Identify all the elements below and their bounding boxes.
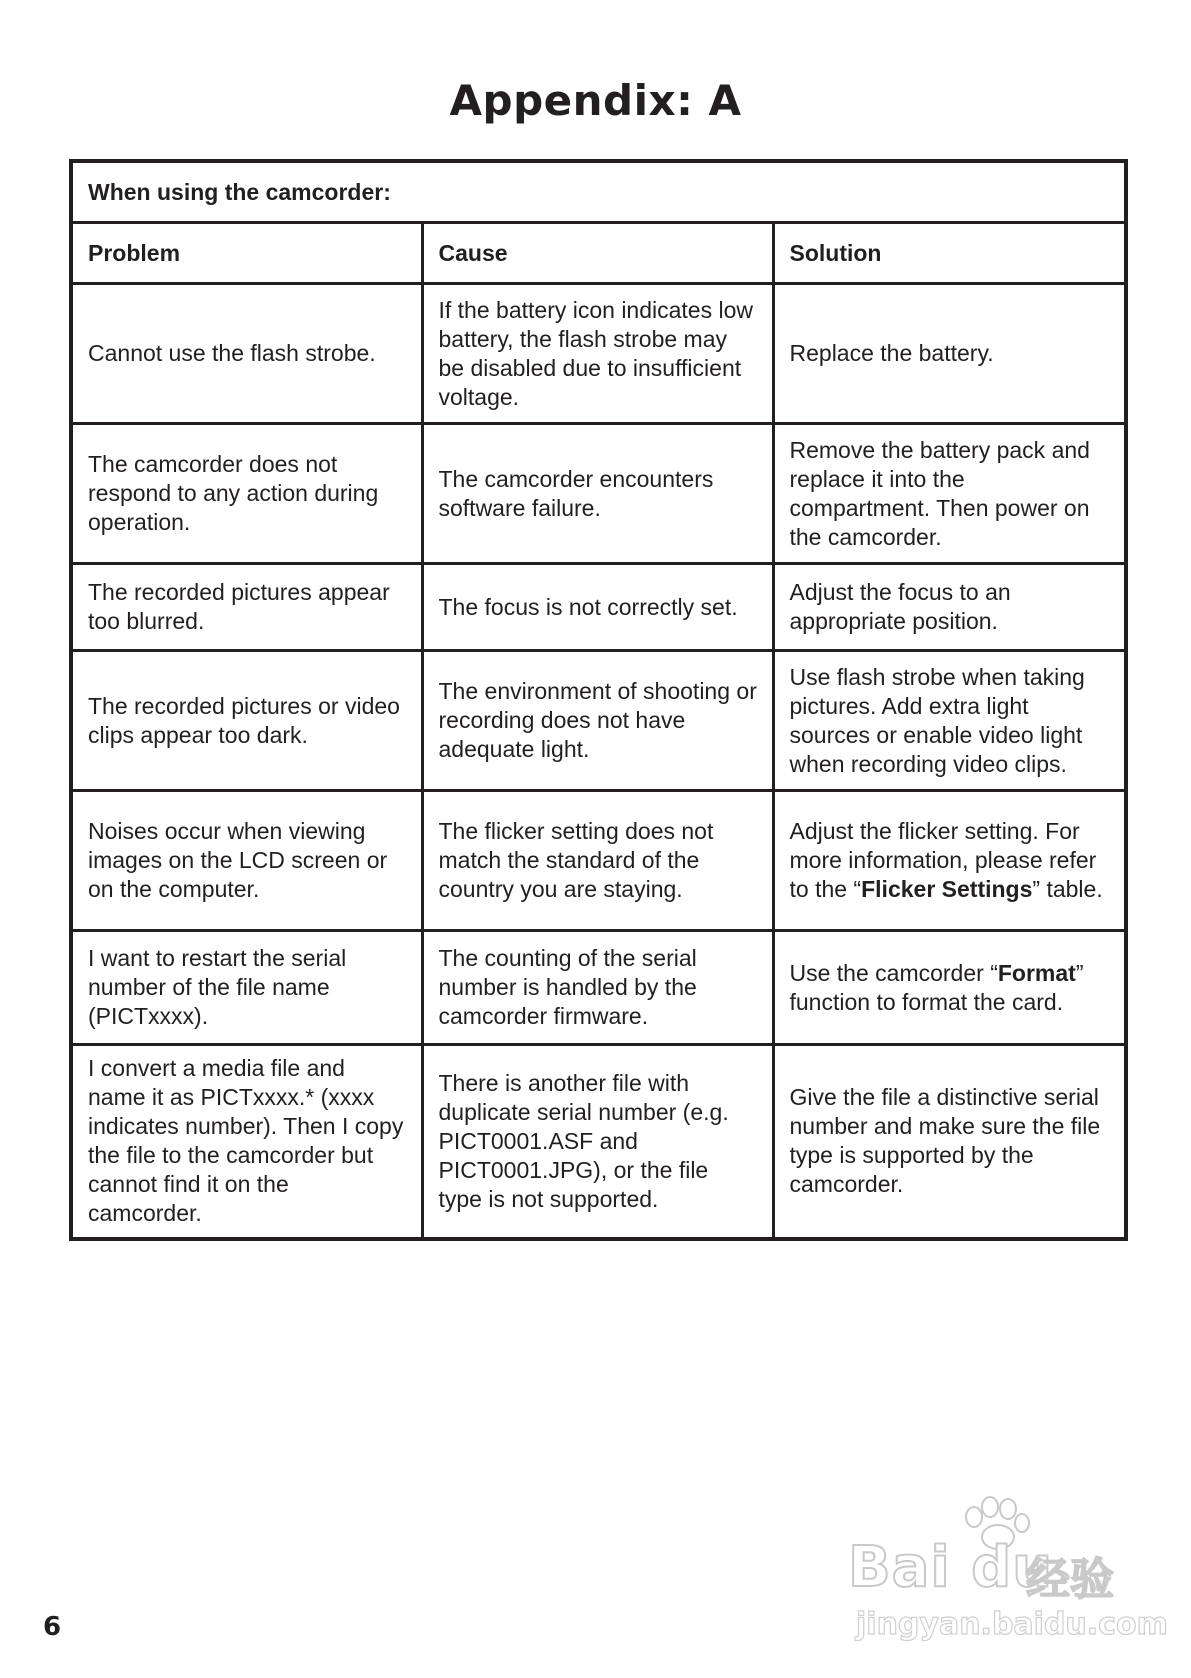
solution-text-end: ” table. (1032, 876, 1103, 902)
cause-cell: The environment of shooting or recording does not have adequate light. (422, 651, 773, 791)
table-row (71, 564, 1126, 651)
problem-cell: The recorded pictures or video clips appear too dark. (71, 651, 422, 791)
table-row (71, 931, 1126, 1045)
problem-cell: I convert a media file and name it as PICTxxxx.* (xxxx indicates number). Then I copy the file to the camcorder but cannot find it on the camcorder. (71, 1045, 422, 1239)
section-row (71, 161, 1126, 223)
watermark-url: jingyan.baidu.com (856, 1607, 1168, 1642)
solution-cell (773, 791, 1126, 931)
cause-cell: The counting of the serial number is handled by the camcorder firmware. (422, 931, 773, 1045)
column-header-solution: Solution (773, 223, 1126, 284)
solution-cell: Give the file a distinctive serial number and make sure the file type is supported by the camcorder. (773, 1045, 1126, 1239)
cause-cell: The flicker setting does not match the standard of the country you are staying. (422, 791, 773, 931)
problem-cell: The camcorder does not respond to any action during operation. (71, 424, 422, 564)
solution-cell: Use flash strobe when taking pictures. Add extra light sources or enable video light when recording video clips. (773, 651, 1126, 791)
baidu-jingyan-watermark (848, 1495, 1168, 1645)
flicker-settings-ref: Flicker Settings (861, 876, 1033, 902)
problem-cell: Cannot use the flash strobe. (71, 284, 422, 424)
column-header-cause: Cause (422, 223, 773, 284)
problem-cell: The recorded pictures appear too blurred. (71, 564, 422, 651)
header-row (71, 223, 1126, 284)
problem-cell: Noises occur when viewing images on the LCD screen or on the computer. (71, 791, 422, 931)
cause-cell: If the battery icon indicates low battery, the flash strobe may be disabled due to insufficient voltage. (422, 284, 773, 424)
solution-text-end: ” function to format the card. (789, 959, 1084, 1015)
column-header-problem: Problem (71, 223, 422, 284)
table-row (71, 651, 1126, 791)
cause-cell: The focus is not correctly set. (422, 564, 773, 651)
cause-cell: The camcorder encounters software failure. (422, 424, 773, 564)
table-row (71, 1045, 1126, 1239)
solution-cell: Remove the battery pack and replace it into the compartment. Then power on the camcorder. (773, 424, 1126, 564)
format-ref: Format (997, 959, 1076, 986)
solution-cell (773, 931, 1126, 1045)
table-row (71, 791, 1126, 931)
page-title: Appendix: A (449, 76, 742, 125)
watermark-logo: Bai du (848, 1535, 1054, 1600)
solution-text: Adjust the flicker setting. For more information, please refer to the “ (789, 818, 1097, 902)
cause-cell: There is another file with duplicate serial number (e.g. PICT0001.ASF and PICT0001.JPG), or the file type is not supported. (422, 1045, 773, 1239)
section-label: When using the camcorder: (71, 161, 1126, 223)
solution-cell: Replace the battery. (773, 284, 1126, 424)
troubleshooting-table (69, 159, 1128, 1241)
solution-text: Use the camcorder “ (789, 959, 998, 986)
table-row (71, 424, 1126, 564)
table-row (71, 284, 1126, 424)
page-number: 6 (43, 1612, 62, 1642)
solution-cell: Adjust the focus to an appropriate position. (773, 564, 1126, 651)
problem-cell: I want to restart the serial number of the file name (PICTxxxx). (71, 931, 422, 1045)
watermark-chinese: 经验 (1026, 1554, 1114, 1605)
